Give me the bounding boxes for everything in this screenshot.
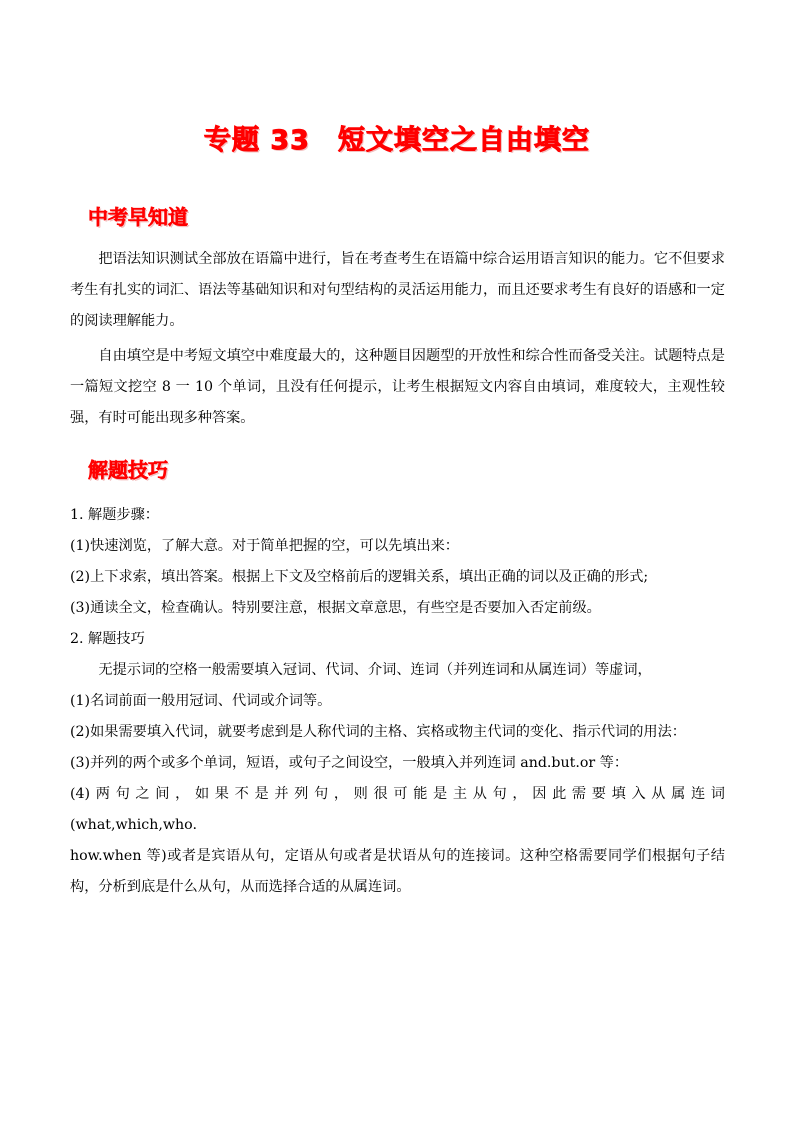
step-item: (1)快速浏览，了解大意。对于简单把握的空，可以先填出来： [70, 538, 459, 554]
technique-item: (2)如果需要填入代词，就要考虑到是人称代词的主格、宾格或物主代词的变化、指示代词的用法： [70, 724, 686, 740]
steps-heading: 1. 解题步骤： [70, 507, 159, 523]
technique-item: (4)两句之间，如果不是并列句，则很可能是主从句，因此需要填入从属连词 [70, 786, 725, 802]
technique-item: (1)名词前面一般用冠词、代词或介词等。 [70, 693, 332, 709]
section-heading-techniques: 解题技巧 [88, 458, 168, 482]
overview-paragraph: 把语法知识测试全部放在语篇中进行，旨在考查考生在语篇中综合运用语言知识的能力。它不但要求考生有扎实的词汇、语法等基础知识和对句型结构的灵活运用能力，而且还要求考生有良好的语感和一定的阅读理解能力。 [70, 251, 725, 329]
techniques-subheading: 2. 解题技巧 [70, 631, 145, 647]
technique-intro: 无提示词的空格一般需要填入冠词、代词、介词、连词（并列连词和从属连词）等虚词， [98, 662, 652, 678]
technique-item: (3)并列的两个或多个单词，短语，或句子之间设空，一般填入并列连词 and.but.or 等： [70, 755, 629, 771]
overview-paragraph: 自由填空是中考短文填空中难度最大的，这种题目因题型的开放性和综合性而备受关注。试题特点是一篇短文挖空 8 一 10 个单词，且没有任何提示，让考生根据短文内容自由填词，难度较大，主观性较强，有时可能出现多种答案。 [70, 348, 725, 426]
step-item: (3)通读全文，检查确认。特别要注意，根据文章意思，有些空是否要加入否定前级。 [70, 600, 601, 616]
technique-item-continued: how.when 等)或者是宾语从句，定语从句或者是状语从句的连接词。这种空格需要同学们根据句子结构，分析到底是什么从句，从而选择合适的从属连词。 [70, 848, 725, 895]
technique-item-continued: (what,which,who. [70, 817, 197, 833]
techniques-body [70, 500, 725, 903]
section-heading-overview: 中考早知道 [88, 205, 188, 229]
step-item: (2)上下求索，填出答案。根据上下文及空格前后的逻辑关系，填出正确的词以及正确的形式; [70, 569, 649, 585]
page-title: 专题 33 短文填空之自由填空 [204, 125, 590, 156]
